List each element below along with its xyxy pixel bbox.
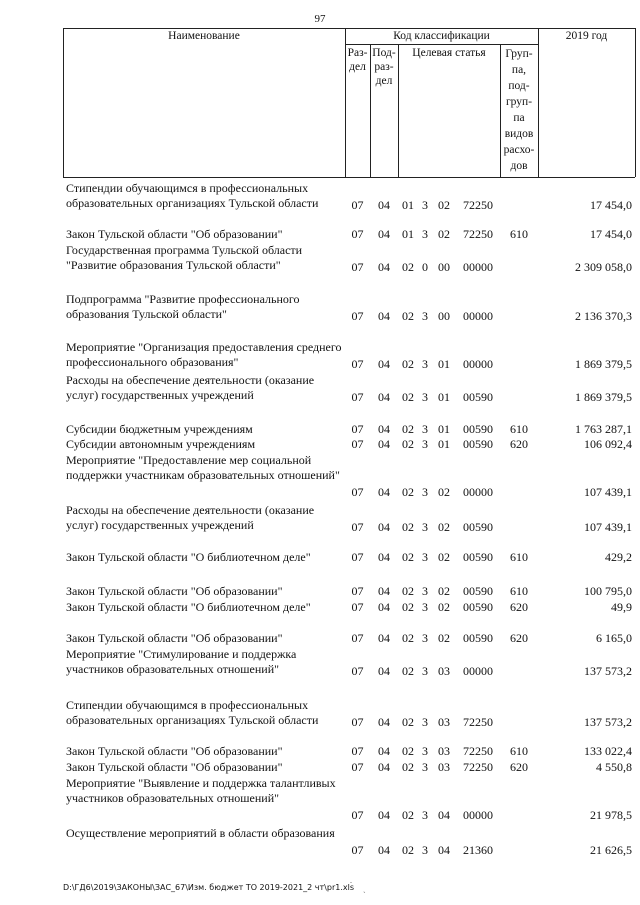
code-d: 21360 bbox=[463, 843, 493, 857]
row-name: Осуществление мероприятий в области образования bbox=[66, 826, 335, 840]
code-vr: 610 bbox=[510, 422, 528, 436]
row-amount: 429,2 bbox=[605, 550, 632, 564]
code-c: 02 bbox=[438, 485, 450, 499]
header-year: 2019 год bbox=[565, 30, 608, 42]
code-c: 02 bbox=[438, 631, 450, 645]
table-row bbox=[0, 584, 640, 601]
code-a: 02 bbox=[402, 843, 414, 857]
row-name: Закон Тульской области "Об образовании" bbox=[66, 631, 283, 645]
code-d: 00590 bbox=[463, 584, 493, 598]
code-pr: 04 bbox=[378, 664, 390, 678]
code-c: 04 bbox=[438, 843, 450, 857]
code-b: 3 bbox=[422, 584, 428, 598]
code-d: 72250 bbox=[463, 744, 493, 758]
code-pr: 04 bbox=[378, 631, 390, 645]
code-b: 3 bbox=[422, 520, 428, 534]
code-pr: 04 bbox=[378, 309, 390, 323]
code-a: 02 bbox=[402, 309, 414, 323]
code-b: 3 bbox=[422, 227, 428, 241]
code-c: 02 bbox=[438, 227, 450, 241]
row-amount: 133 022,4 bbox=[584, 744, 632, 758]
row-amount: 106 092,4 bbox=[584, 437, 632, 451]
row-amount: 21 978,5 bbox=[590, 808, 632, 822]
header-sub-line bbox=[345, 44, 538, 45]
row-name: Закон Тульской области "Об образовании" bbox=[66, 760, 283, 774]
code-a: 02 bbox=[402, 808, 414, 822]
code-d: 00590 bbox=[463, 550, 493, 564]
table-row bbox=[0, 631, 640, 648]
code-b: 3 bbox=[422, 715, 428, 729]
code-d: 72250 bbox=[463, 227, 493, 241]
code-pr: 04 bbox=[378, 357, 390, 371]
col-line-right bbox=[635, 28, 636, 177]
row-amount: 1 869 379,5 bbox=[575, 390, 632, 404]
row-amount: 17 454,0 bbox=[590, 227, 632, 241]
code-rz: 07 bbox=[351, 843, 364, 857]
code-b: 3 bbox=[422, 390, 428, 404]
code-a: 02 bbox=[402, 760, 414, 774]
row-amount: 17 454,0 bbox=[590, 198, 632, 212]
row-amount: 1 869 379,5 bbox=[575, 357, 632, 371]
row-name: Стипендии обучающимся в профессиональных образовательных организациях Тульской области bbox=[66, 181, 319, 210]
row-amount: 107 439,1 bbox=[584, 520, 632, 534]
code-d: 00590 bbox=[463, 520, 493, 534]
code-a: 02 bbox=[402, 485, 414, 499]
row-amount: 137 573,2 bbox=[584, 664, 632, 678]
code-rz: 07 bbox=[351, 715, 364, 729]
code-vr: 620 bbox=[510, 760, 528, 774]
row-name: Закон Тульской области "О библиотечном деле" bbox=[66, 550, 311, 564]
code-d: 00000 bbox=[463, 309, 493, 323]
row-name: Стипендии обучающимся в профессиональных образовательных организациях Тульской области bbox=[66, 698, 319, 727]
code-c: 03 bbox=[438, 664, 450, 678]
code-d: 72250 bbox=[463, 198, 493, 212]
code-b: 3 bbox=[422, 760, 428, 774]
code-a: 02 bbox=[402, 664, 414, 678]
header-group: Груп- па, под- груп- па видов расхо- дов bbox=[503, 48, 535, 172]
code-a: 02 bbox=[402, 600, 414, 614]
row-amount: 6 165,0 bbox=[596, 631, 632, 645]
code-b: 3 bbox=[422, 309, 428, 323]
scan-mark: ˎ bbox=[363, 884, 366, 893]
code-a: 02 bbox=[402, 744, 414, 758]
code-pr: 04 bbox=[378, 520, 390, 534]
code-a: 01 bbox=[402, 198, 414, 212]
code-pr: 04 bbox=[378, 760, 390, 774]
code-rz: 07 bbox=[351, 550, 364, 564]
table-row bbox=[0, 340, 640, 372]
code-vr: 610 bbox=[510, 744, 528, 758]
code-rz: 07 bbox=[351, 422, 364, 436]
code-rz: 07 bbox=[351, 357, 364, 371]
code-c: 01 bbox=[438, 357, 450, 371]
code-b: 3 bbox=[422, 631, 428, 645]
code-pr: 04 bbox=[378, 198, 390, 212]
col-line-pr bbox=[398, 44, 399, 177]
code-a: 02 bbox=[402, 357, 414, 371]
code-b: 3 bbox=[422, 843, 428, 857]
code-c: 02 bbox=[438, 600, 450, 614]
row-name: Подпрограмма "Развитие профессионального образования Тульской области" bbox=[66, 292, 300, 321]
table-row bbox=[0, 373, 640, 405]
row-amount: 100 795,0 bbox=[584, 584, 632, 598]
header-classification: Код классификации bbox=[393, 30, 490, 42]
code-b: 3 bbox=[422, 437, 428, 451]
row-amount: 137 573,2 bbox=[584, 715, 632, 729]
code-a: 02 bbox=[402, 260, 414, 274]
code-c: 03 bbox=[438, 715, 450, 729]
code-rz: 07 bbox=[351, 584, 364, 598]
row-amount: 2 309 058,0 bbox=[575, 260, 632, 274]
code-d: 00000 bbox=[463, 357, 493, 371]
row-name: Субсидии автономным учреждениям bbox=[66, 437, 256, 451]
table-row bbox=[0, 647, 640, 679]
header-subsection: Под- раз- дел bbox=[372, 47, 396, 87]
code-b: 3 bbox=[422, 198, 428, 212]
code-d: 00590 bbox=[463, 631, 493, 645]
code-rz: 07 bbox=[351, 520, 364, 534]
code-rz: 07 bbox=[351, 600, 364, 614]
code-pr: 04 bbox=[378, 808, 390, 822]
code-a: 02 bbox=[402, 584, 414, 598]
file-path-footer: D:\ГД6\2019\ЗАКОНЫ\ЗАС_67\Изм. бюджет ТО 2019-2021_2 чт\pr1.xls bbox=[63, 883, 354, 892]
code-b: 3 bbox=[422, 808, 428, 822]
code-b: 3 bbox=[422, 357, 428, 371]
code-pr: 04 bbox=[378, 600, 390, 614]
code-c: 03 bbox=[438, 760, 450, 774]
row-name: Мероприятие "Предоставление мер социальной поддержки участникам образовательных отношений" bbox=[66, 453, 340, 482]
code-vr: 620 bbox=[510, 600, 528, 614]
code-d: 00590 bbox=[463, 422, 493, 436]
row-name: Расходы на обеспечение деятельности (оказание услуг) государственных учреждений bbox=[66, 373, 315, 402]
code-b: 3 bbox=[422, 600, 428, 614]
code-d: 00000 bbox=[463, 260, 493, 274]
row-name: Мероприятие "Выявление и поддержка талантливых участников образовательных отношений" bbox=[66, 776, 336, 805]
code-c: 00 bbox=[438, 309, 450, 323]
code-rz: 07 bbox=[351, 437, 364, 451]
code-a: 02 bbox=[402, 437, 414, 451]
table-row bbox=[0, 550, 640, 567]
code-vr: 620 bbox=[510, 437, 528, 451]
table-row bbox=[0, 181, 640, 213]
code-d: 00000 bbox=[463, 485, 493, 499]
code-a: 02 bbox=[402, 520, 414, 534]
code-rz: 07 bbox=[351, 631, 364, 645]
code-a: 02 bbox=[402, 390, 414, 404]
code-b: 3 bbox=[422, 422, 428, 436]
code-c: 02 bbox=[438, 550, 450, 564]
row-amount: 4 550,8 bbox=[596, 760, 632, 774]
table-row bbox=[0, 826, 640, 858]
code-a: 02 bbox=[402, 631, 414, 645]
code-c: 02 bbox=[438, 520, 450, 534]
row-name: Закон Тульской области "О библиотечном деле" bbox=[66, 600, 311, 614]
code-c: 02 bbox=[438, 198, 450, 212]
code-pr: 04 bbox=[378, 715, 390, 729]
code-vr: 610 bbox=[510, 227, 528, 241]
table-row bbox=[0, 744, 640, 761]
code-pr: 04 bbox=[378, 260, 390, 274]
table-row bbox=[0, 453, 640, 500]
code-pr: 04 bbox=[378, 584, 390, 598]
code-pr: 04 bbox=[378, 227, 390, 241]
code-a: 02 bbox=[402, 550, 414, 564]
code-c: 03 bbox=[438, 744, 450, 758]
code-d: 00590 bbox=[463, 600, 493, 614]
header-target: Целевая статья bbox=[412, 47, 486, 59]
row-amount: 49,9 bbox=[611, 600, 632, 614]
code-d: 72250 bbox=[463, 760, 493, 774]
code-c: 02 bbox=[438, 584, 450, 598]
code-rz: 07 bbox=[351, 390, 364, 404]
code-b: 0 bbox=[422, 260, 428, 274]
row-name: Закон Тульской области "Об образовании" bbox=[66, 584, 283, 598]
table-row bbox=[0, 292, 640, 324]
code-rz: 07 bbox=[351, 309, 364, 323]
table-row bbox=[0, 776, 640, 823]
row-amount: 21 626,5 bbox=[590, 843, 632, 857]
row-name: Закон Тульской области "Об образовании" bbox=[66, 744, 283, 758]
code-d: 00590 bbox=[463, 390, 493, 404]
code-vr: 620 bbox=[510, 631, 528, 645]
row-amount: 1 763 287,1 bbox=[575, 422, 632, 436]
row-amount: 2 136 370,3 bbox=[575, 309, 632, 323]
code-c: 04 bbox=[438, 808, 450, 822]
code-rz: 07 bbox=[351, 808, 364, 822]
code-rz: 07 bbox=[351, 260, 364, 274]
table-row bbox=[0, 600, 640, 617]
code-rz: 07 bbox=[351, 485, 364, 499]
row-name: Государственная программа Тульской области "Развитие образования Тульской области" bbox=[66, 243, 303, 272]
code-c: 01 bbox=[438, 390, 450, 404]
table-row bbox=[0, 437, 640, 454]
table-row bbox=[0, 243, 640, 275]
row-name: Расходы на обеспечение деятельности (оказание услуг) государственных учреждений bbox=[66, 503, 315, 532]
page-number: 97 bbox=[314, 13, 326, 25]
code-rz: 07 bbox=[351, 664, 364, 678]
row-amount: 107 439,1 bbox=[584, 485, 632, 499]
code-rz: 07 bbox=[351, 227, 364, 241]
col-line-group bbox=[538, 28, 539, 177]
code-pr: 04 bbox=[378, 485, 390, 499]
code-c: 00 bbox=[438, 260, 450, 274]
code-a: 02 bbox=[402, 422, 414, 436]
row-name: Мероприятие "Организация предоставления среднего профессионального образования" bbox=[66, 340, 342, 369]
table-row bbox=[0, 503, 640, 535]
code-pr: 04 bbox=[378, 437, 390, 451]
code-pr: 04 bbox=[378, 744, 390, 758]
code-vr: 610 bbox=[510, 584, 528, 598]
row-name: Закон Тульской области "Об образовании" bbox=[66, 227, 283, 241]
table-row bbox=[0, 227, 640, 244]
code-b: 3 bbox=[422, 485, 428, 499]
code-a: 02 bbox=[402, 715, 414, 729]
code-d: 00000 bbox=[463, 664, 493, 678]
col-line-left bbox=[63, 28, 64, 177]
code-c: 01 bbox=[438, 422, 450, 436]
code-b: 3 bbox=[422, 664, 428, 678]
code-d: 00000 bbox=[463, 808, 493, 822]
code-rz: 07 bbox=[351, 760, 364, 774]
code-b: 3 bbox=[422, 744, 428, 758]
code-pr: 04 bbox=[378, 550, 390, 564]
code-vr: 610 bbox=[510, 550, 528, 564]
code-d: 72250 bbox=[463, 715, 493, 729]
scan-mark: . bbox=[350, 876, 352, 885]
code-rz: 07 bbox=[351, 198, 364, 212]
code-rz: 07 bbox=[351, 744, 364, 758]
row-name: Субсидии бюджетным учреждениям bbox=[66, 422, 253, 436]
code-a: 01 bbox=[402, 227, 414, 241]
table-row bbox=[0, 698, 640, 730]
header-section: Раз- дел bbox=[347, 47, 368, 73]
header-name: Наименование bbox=[168, 30, 240, 42]
code-pr: 04 bbox=[378, 422, 390, 436]
code-c: 01 bbox=[438, 437, 450, 451]
code-b: 3 bbox=[422, 550, 428, 564]
table-row bbox=[0, 760, 640, 777]
header-bottom-line bbox=[63, 177, 635, 178]
code-pr: 04 bbox=[378, 843, 390, 857]
code-pr: 04 bbox=[378, 390, 390, 404]
row-name: Мероприятие "Стимулирование и поддержка участников образовательных отношений" bbox=[66, 647, 297, 676]
code-d: 00590 bbox=[463, 437, 493, 451]
